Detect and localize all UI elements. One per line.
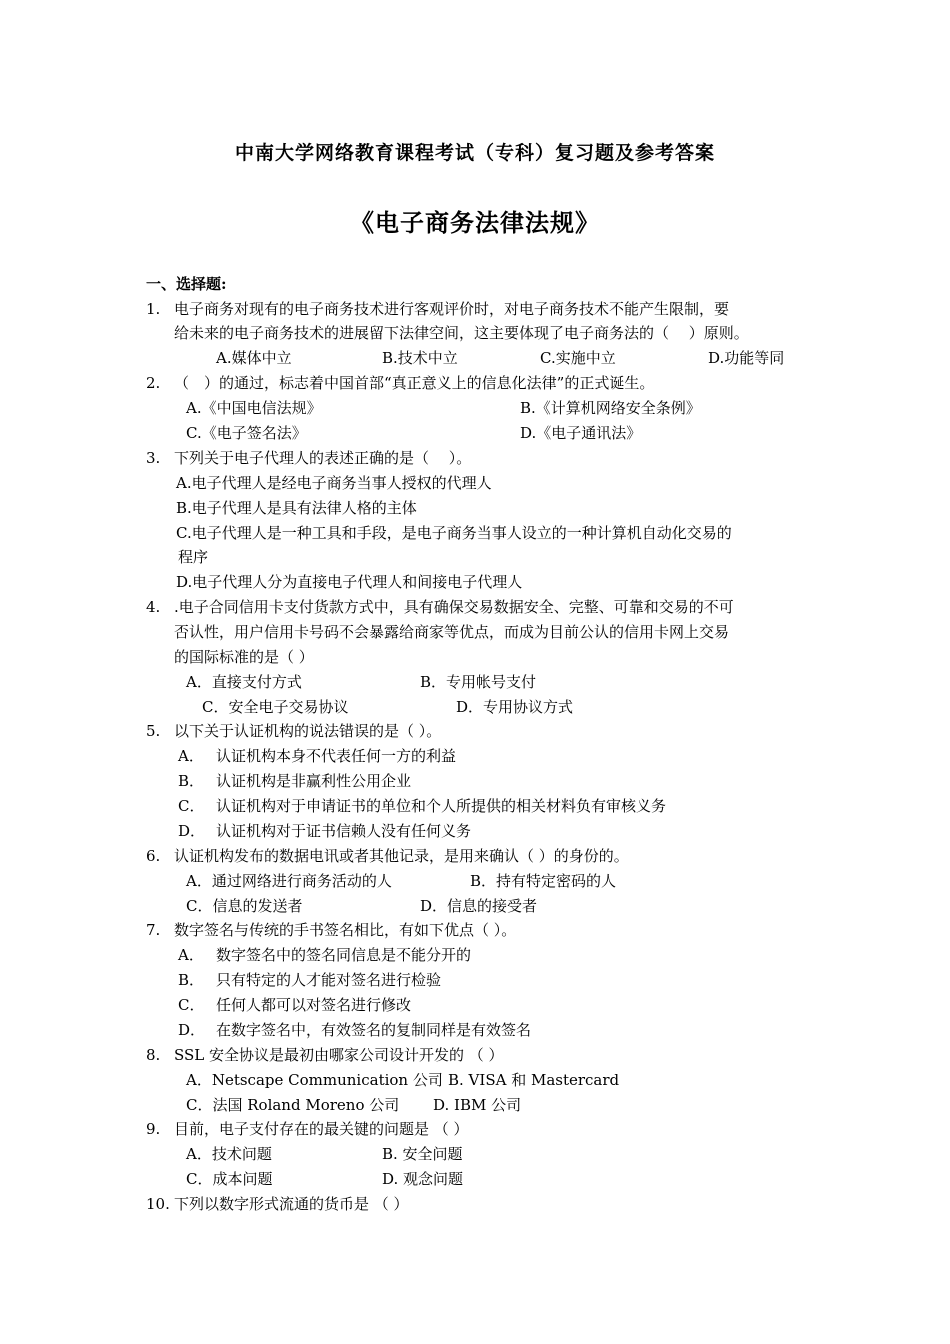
question-text-line: 下列以数字形式流通的货币是 （ ） bbox=[174, 1195, 409, 1213]
question-text-line: SSL 安全协议是最初由哪家公司设计开发的 （ ） bbox=[174, 1046, 504, 1064]
option-b-label: B． bbox=[178, 772, 205, 790]
option-b: B. 安全问题 bbox=[382, 1145, 463, 1163]
question-text-line: 目前，电子支付存在的最关键的问题是 （ ） bbox=[174, 1120, 469, 1138]
document-title: 中南大学网络教育课程考试（专科）复习题及参考答案 bbox=[234, 142, 715, 164]
course-title: 《电子商务法律法规》 bbox=[350, 208, 600, 237]
question-text-line: 数字签名与传统的手书签名相比，有如下优点（ ）。 bbox=[174, 921, 517, 939]
option-a: 认证机构本身不代表任何一方的利益 bbox=[216, 747, 457, 765]
option-b: 只有特定的人才能对签名进行检验 bbox=[216, 971, 442, 989]
option-b: B. VISA 和 Mastercard bbox=[448, 1071, 620, 1089]
option-c-continued: 程序 bbox=[178, 548, 209, 566]
option-a: A.媒体中立 bbox=[216, 349, 292, 367]
question-number: 8. bbox=[146, 1046, 161, 1064]
question-text-line: （ ）的通过，标志着中国首部“真正意义上的信息化法律”的正式诞生。 bbox=[174, 374, 655, 392]
option-d: 认证机构对于证书信赖人没有任何义务 bbox=[216, 822, 472, 840]
option-b: B.《计算机网络安全条例》 bbox=[520, 399, 701, 417]
option-b-label: B． bbox=[178, 971, 205, 989]
question-number: 6. bbox=[146, 847, 161, 865]
option-d: D. 观念问题 bbox=[382, 1170, 464, 1188]
question-text-line: 给未来的电子商务技术的进展留下法律空间，这主要体现了电子商务法的（ ）原则。 bbox=[174, 324, 749, 342]
option-b: B.技术中立 bbox=[382, 349, 458, 367]
option-b: B．专用帐号支付 bbox=[420, 673, 537, 691]
option-c-label: C． bbox=[178, 996, 205, 1014]
option-d-label: D． bbox=[178, 822, 206, 840]
option-b: B.电子代理人是具有法律人格的主体 bbox=[176, 499, 417, 517]
option-d: D．信息的接受者 bbox=[420, 897, 538, 915]
option-a-label: A． bbox=[178, 946, 204, 964]
option-d: D. IBM 公司 bbox=[433, 1096, 522, 1114]
question-text-line: 电子商务对现有的电子商务技术进行客观评价时，对电子商务技术不能产生限制，要 bbox=[174, 300, 730, 318]
question-number: 5. bbox=[146, 722, 161, 740]
option-c: C.电子代理人是一种工具和手段，是电子商务当事人设立的一种计算机自动化交易的 bbox=[176, 524, 732, 542]
question-number: 9. bbox=[146, 1120, 161, 1138]
question-text-line: 下列关于电子代理人的表述正确的是（ ）。 bbox=[174, 449, 472, 467]
section-heading: 一、选择题: bbox=[146, 275, 227, 293]
option-a: A．技术问题 bbox=[186, 1145, 272, 1163]
option-d-label: D． bbox=[178, 1021, 206, 1039]
option-a: A．Netscape Communication 公司 bbox=[186, 1071, 443, 1089]
question-number: 4. bbox=[146, 598, 161, 616]
option-c: C．法国 Roland Moreno 公司 bbox=[186, 1096, 400, 1114]
question-text-line: 否认性，用户信用卡号码不会暴露给商家等优点，而成为目前公认的信用卡网上交易 bbox=[174, 623, 730, 641]
option-d: 在数字签名中，有效签名的复制同样是有效签名 bbox=[216, 1021, 532, 1039]
question-number: 3. bbox=[146, 449, 161, 467]
question-number: 7. bbox=[146, 921, 161, 939]
option-c: 认证机构对于申请证书的单位和个人所提供的相关材料负有审核义务 bbox=[216, 797, 667, 815]
option-d: D.功能等同 bbox=[708, 349, 785, 367]
option-a: A.《中国电信法规》 bbox=[186, 399, 322, 417]
question-number: 2. bbox=[146, 374, 161, 392]
option-b: B．持有特定密码的人 bbox=[470, 872, 617, 890]
option-c: C．信息的发送者 bbox=[186, 897, 303, 915]
question-text-line: 以下关于认证机构的说法错误的是（ ）。 bbox=[174, 722, 442, 740]
option-a: 数字签名中的签名同信息是不能分开的 bbox=[216, 946, 472, 964]
option-c-label: C． bbox=[178, 797, 205, 815]
option-a: A．直接支付方式 bbox=[186, 673, 302, 691]
option-c: C．安全电子交易协议 bbox=[202, 698, 349, 716]
option-c: C．成本问题 bbox=[186, 1170, 273, 1188]
option-b: 认证机构是非赢利性公用企业 bbox=[216, 772, 412, 790]
option-a: A．通过网络进行商务活动的人 bbox=[186, 872, 392, 890]
option-a: A.电子代理人是经电子商务当事人授权的代理人 bbox=[176, 474, 492, 492]
question-number: 1. bbox=[146, 300, 161, 318]
option-c: C.《电子签名法》 bbox=[186, 424, 307, 442]
option-d: D.电子代理人分为直接电子代理人和间接电子代理人 bbox=[176, 573, 523, 591]
option-d: D.《电子通讯法》 bbox=[520, 424, 642, 442]
option-d: D．专用协议方式 bbox=[456, 698, 574, 716]
question-text-line: 的国际标准的是（ ） bbox=[174, 648, 314, 666]
option-a-label: A． bbox=[178, 747, 204, 765]
option-c: C.实施中立 bbox=[540, 349, 616, 367]
question-text-line: .电子合同信用卡支付货款方式中，具有确保交易数据安全、完整、可靠和交易的不可 bbox=[174, 598, 734, 616]
question-number: 10. bbox=[146, 1195, 170, 1213]
question-text-line: 认证机构发布的数据电讯或者其他记录，是用来确认（ ）的身份的。 bbox=[174, 847, 629, 865]
option-c: 任何人都可以对签名进行修改 bbox=[216, 996, 412, 1014]
